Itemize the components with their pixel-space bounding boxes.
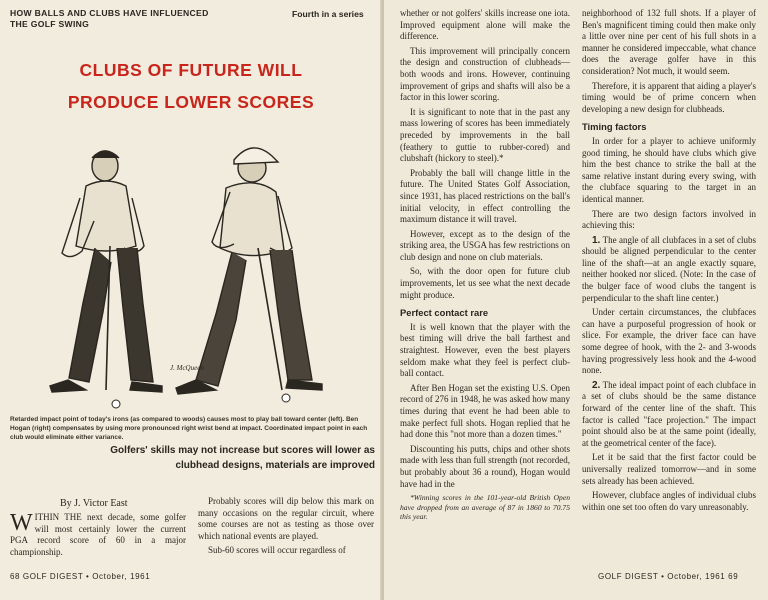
paragraph: However, clubface angles of individual clubs within one set too often do vary unreasonably. xyxy=(582,490,756,512)
list-number: 2. xyxy=(592,379,601,391)
paragraph: Probably scores will dip below this mark on many occasions on the regular circuit, where some courses are not as testing as those over which national events are played. xyxy=(198,496,374,541)
illustration-caption: Retarded impact point of today's irons (as compared to woods) causes most to play ball toward center (left). Ben Hogan (right) compensates by using more pronounced right wrist bend at impact. Coordinated impact point in each club would eliminate either variance. xyxy=(10,416,368,441)
byline: By J. Victor East xyxy=(60,498,128,509)
paragraph: However, except as to the design of the striking area, the USGA has few restrictions on club design and none on club materials. xyxy=(400,228,570,262)
right-column-1 xyxy=(400,8,570,525)
paragraph: 2. The ideal impact point of each clubface in a set of clubs should be the same distance forward of the center line of the shaft. This factor is called "face projection." The impact point should also be at the same point (ideally, at the geometrical center of the face). xyxy=(582,379,756,448)
golf-ball-left xyxy=(112,400,120,408)
paragraph: 1. The angle of all clubfaces in a set of clubs should be aligned perpendicular to the center line of the shaft—at an angle exactly square, neither hooked nor sliced. (Note: In the case of the bulger face of wood clubs the tangent is perpendicular to the shaft line center.) xyxy=(582,234,756,303)
headline-line-2: PRODUCE LOWER SCORES xyxy=(67,92,315,112)
paragraph: neighborhood of 132 full shots. If a player of Ben's magnificent timing could then make only a little over nine per cent of his full shots in a manner he considered impeccable, what chance does the average golfer have in this consideration? Not much, it would seem. xyxy=(582,8,756,76)
series-kicker: HOW BALLS AND CLUBS HAVE INFLUENCED THE GOLF SWING xyxy=(10,8,209,29)
paragraph: It is significant to note that in the past any mass lowering of scores has been immediately preceded by improvements in the ball (feathery to guttie to rubber-cored) and clubshaft (hickory to steel).* xyxy=(400,106,570,164)
left-page xyxy=(0,0,382,600)
paragraph: After Ben Hogan set the existing U.S. Open record of 276 in 1948, he was asked how many times during that event he had been able to make perfect full shots. Hogan replied that he had done this "not more than a dozen times." xyxy=(400,382,570,440)
paragraph: Therefore, it is apparent that aiding a player's timing would be of prime concern when developing a new design for clubheads. xyxy=(582,80,756,114)
paragraph: Discounting his putts, chips and other shots made with less than full strength (not recorded, but probably about 36 a round), Hogan would have had in the xyxy=(400,443,570,489)
paragraph: Sub-60 scores will occur regardless of xyxy=(208,545,346,556)
article-deck: Golfers' skills may not increase but scores will lower as clubhead designs, materials are improved xyxy=(110,445,375,471)
page-folio-left: 68 GOLF DIGEST • October, 1961 xyxy=(10,572,151,581)
drop-cap: W xyxy=(10,510,33,536)
left-column-1 xyxy=(10,512,186,561)
paragraph: There are two design factors involved in achieving this: xyxy=(582,208,756,231)
paragraph: whether or not golfers' skills increase one iota. Improved equipment alone will make the difference. xyxy=(400,8,570,42)
paragraph: In order for a player to achieve uniformly good timing, he should have clubs which give him the best chance to strike the ball at the same relative instant during every swing, with the clubface squaring to the target in an identical manner. xyxy=(582,135,756,204)
headline-line-1: CLUBS OF FUTURE WILL xyxy=(79,60,303,80)
right-column-2 xyxy=(582,8,756,516)
subhead-perfect-contact: Perfect contact rare xyxy=(400,307,489,319)
page-folio-right: GOLF DIGEST • October, 1961 69 xyxy=(598,572,739,581)
paragraph: Let it be said that the first factor could be universally realized tomorrow—and in some sets already has been achieved. xyxy=(582,452,756,486)
subhead-timing-factors: Timing factors xyxy=(582,121,647,133)
paragraph: So, with the door open for future club improvements, let us see what the next decade might produce. xyxy=(400,266,570,300)
golf-ball-right xyxy=(282,394,290,402)
footnote: *Winning scores in the 101-year-old British Open have dropped from an average of 87 in 1860 to 70.75 this year. xyxy=(400,493,570,522)
paragraph: This improvement will principally concern the design and construction of clubheads—both woods and irons. However, continuing improvement of grips and shafts will also be a factor in this lower scoring. xyxy=(400,45,570,103)
golfer-right-figure xyxy=(176,148,322,394)
list-number: 1. xyxy=(592,234,601,246)
golfers-illustration xyxy=(20,128,362,410)
paragraph: Probably the ball will change little in the future. The United States Golf Association, since 1931, has placed restrictions on the ball's initial velocity, in effect controlling the maximum distance it will travel. xyxy=(400,167,570,225)
left-column-2 xyxy=(198,496,374,560)
paragraph: Under certain circumstances, the clubfaces can have a purposeful progression of hook or slice. For example, the driver face can have some degree of hook, with the 2- and 3-woods having progressively less hook and the 4-wood none. xyxy=(582,307,756,376)
paragraph: It is well known that the player with the best timing will drive the ball farthest and straightest. However, even the best players seldom make what they feel is perfect club-ball contact. xyxy=(400,321,570,379)
golfer-left-figure xyxy=(50,151,162,392)
paragraph: WITHIN THE next decade, some golfer will most certainly lower the current PGA record score of 60 in a major championship. xyxy=(10,510,186,557)
series-label: Fourth in a series xyxy=(292,9,364,19)
artist-signature: J. McQueen xyxy=(170,364,204,372)
